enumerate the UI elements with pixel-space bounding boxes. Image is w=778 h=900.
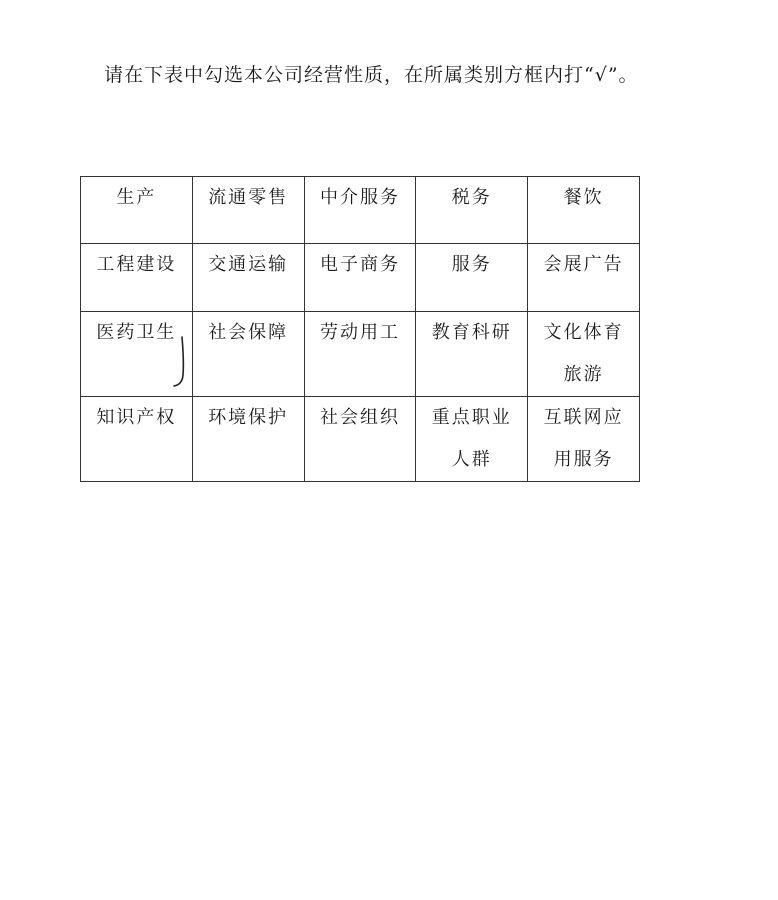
category-cell[interactable] <box>304 397 416 482</box>
category-label: 医药卫生 <box>96 322 177 343</box>
category-cell[interactable] <box>81 177 193 244</box>
table-row <box>81 312 640 397</box>
category-label: 劳动用工 <box>319 322 400 343</box>
category-label: 会展广告 <box>543 254 624 275</box>
category-cell[interactable] <box>528 244 640 312</box>
category-cell[interactable] <box>192 312 304 397</box>
category-cell[interactable] <box>81 244 193 312</box>
category-label: 餐饮 <box>563 187 604 208</box>
category-label: 教育科研 <box>431 322 512 343</box>
category-cell[interactable] <box>304 244 416 312</box>
category-label: 文化体育旅游 <box>543 322 624 385</box>
handwritten-check-mark-icon <box>168 335 190 389</box>
table-row <box>81 397 640 482</box>
category-label: 社会保障 <box>208 322 289 343</box>
category-cell[interactable] <box>304 177 416 244</box>
category-label: 社会组织 <box>319 407 400 428</box>
category-cell[interactable] <box>416 177 528 244</box>
category-cell[interactable] <box>416 397 528 482</box>
category-label: 服务 <box>451 254 492 275</box>
category-label: 互联网应用服务 <box>543 407 624 470</box>
category-label: 生产 <box>116 187 157 208</box>
category-cell[interactable] <box>192 177 304 244</box>
category-label: 知识产权 <box>96 407 177 428</box>
category-label: 电子商务 <box>319 254 400 275</box>
category-cell[interactable] <box>192 244 304 312</box>
table-row <box>81 244 640 312</box>
category-cell[interactable] <box>528 177 640 244</box>
category-cell[interactable] <box>81 397 193 482</box>
category-label: 交通运输 <box>208 254 289 275</box>
business-category-table <box>80 176 640 482</box>
category-cell[interactable] <box>304 312 416 397</box>
category-cell[interactable] <box>192 397 304 482</box>
category-label: 环境保护 <box>208 407 289 428</box>
table-row <box>81 177 640 244</box>
category-label: 中介服务 <box>319 187 400 208</box>
category-label: 重点职业人群 <box>431 407 512 470</box>
category-cell[interactable] <box>528 397 640 482</box>
instruction-text: 请在下表中勾选本公司经营性质，在所属类别方框内打“√”。 <box>104 64 639 86</box>
category-cell[interactable] <box>528 312 640 397</box>
category-cell[interactable] <box>416 244 528 312</box>
category-label: 流通零售 <box>208 187 289 208</box>
category-label: 税务 <box>451 187 492 208</box>
category-label: 工程建设 <box>96 254 177 275</box>
category-cell[interactable] <box>416 312 528 397</box>
